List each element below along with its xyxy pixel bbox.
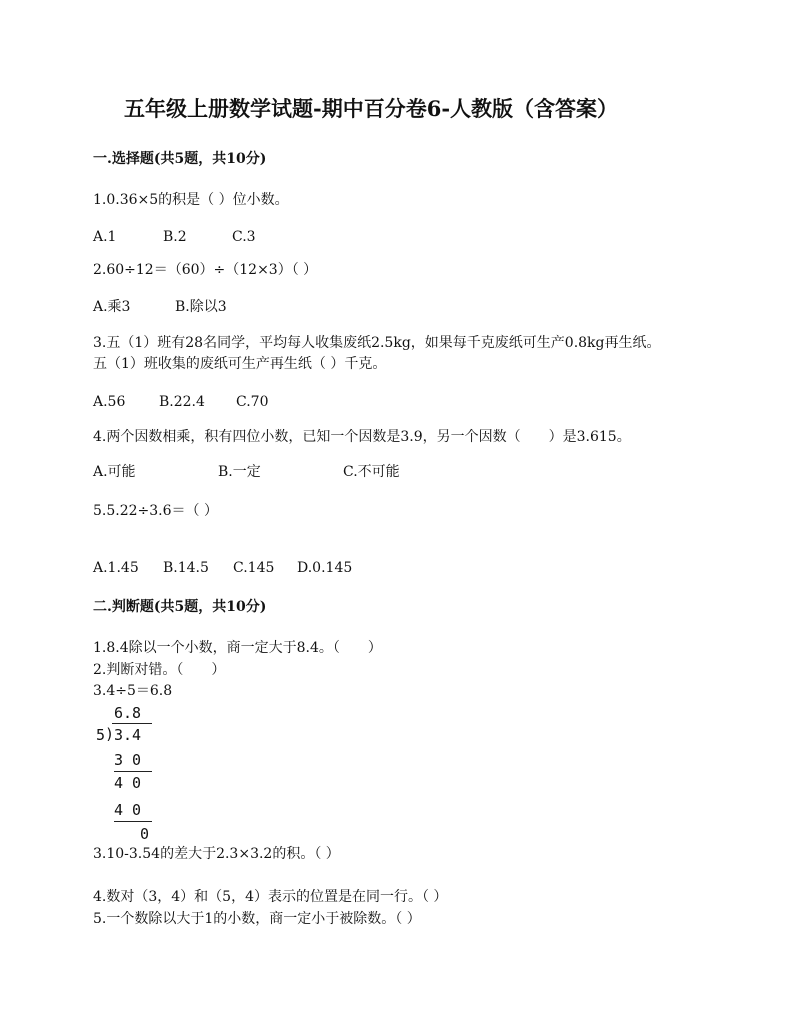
section1-heading: 一.选择题(共5题，共10分) <box>93 151 267 167</box>
division-divisor: 5 <box>96 726 106 744</box>
s1-q3-option-a: A.56 <box>93 394 126 410</box>
s1-q1-option-c: C.3 <box>232 229 256 245</box>
s1-q4-option-c: C.不可能 <box>343 464 400 480</box>
s1-q1-option-b: B.2 <box>163 229 187 245</box>
division-remainder: 0 <box>140 825 150 843</box>
division-bracket: ) <box>105 725 115 743</box>
s1-q5-option-a: A.1.45 <box>93 560 139 576</box>
s1-q4-option-b: B.一定 <box>218 464 261 480</box>
s1-q1-text: 1.0.36×5的积是（ ）位小数。 <box>93 192 289 208</box>
s1-q5-option-c: C.145 <box>233 560 275 576</box>
s2-q4-text: 4.数对（3，4）和（5，4）表示的位置是在同一行。（ ） <box>93 889 448 905</box>
section2-heading: 二.判断题(共5题，共10分) <box>93 599 267 615</box>
s1-q1-option-a: A.1 <box>93 229 117 245</box>
s1-q4-option-a: A.可能 <box>93 464 136 480</box>
s2-q3-text: 3.10-3.54的差大于2.3×3.2的积。（ ） <box>93 846 340 862</box>
s1-q3-line2: 五（1）班收集的废纸可生产再生纸（ ）千克。 <box>93 356 387 372</box>
page-title: 五年级上册数学试题-期中百分卷6-人教版（含答案） <box>124 96 619 121</box>
division-step3: 4 0 <box>114 801 142 819</box>
s1-q3-line1: 3.五（1）班有28名同学，平均每人收集废纸2.5kg，如果每千克废纸可生产0.8kg再生纸。 <box>93 335 661 351</box>
s1-q5-option-d: D.0.145 <box>297 560 353 576</box>
long-division <box>96 702 176 847</box>
division-dividend: 3.4 <box>114 726 142 744</box>
s2-q2-expression: 3.4÷5＝6.8 <box>93 683 173 699</box>
s1-q3-option-c: C.70 <box>236 394 269 410</box>
s1-q2-text: 2.60÷12＝（60）÷（12×3）（ ） <box>93 262 318 278</box>
s2-q2-text: 2.判断对错。（ ） <box>93 662 226 678</box>
s1-q4-text: 4.两个因数相乘，积有四位小数，已知一个因数是3.9，另一个因数（ ）是3.615。 <box>93 429 631 445</box>
s1-q2-option-b: B.除以3 <box>175 299 227 315</box>
s1-q5-option-b: B.14.5 <box>163 560 209 576</box>
division-step1: 3 0 <box>114 751 142 769</box>
s1-q3-option-b: B.22.4 <box>159 394 205 410</box>
division-line-1 <box>114 771 152 772</box>
division-step2: 4 0 <box>114 774 142 792</box>
division-line-2 <box>114 821 152 822</box>
division-quotient: 6.8 <box>114 704 142 722</box>
s2-q5-text: 5.一个数除以大于1的小数，商一定小于被除数。（ ） <box>93 911 421 927</box>
s2-q1-text: 1.8.4除以一个小数，商一定大于8.4。（ ） <box>93 640 382 656</box>
s1-q2-option-a: A.乘3 <box>93 299 131 315</box>
division-bar <box>112 723 152 724</box>
s1-q5-text: 5.5.22÷3.6＝（ ） <box>93 503 218 519</box>
